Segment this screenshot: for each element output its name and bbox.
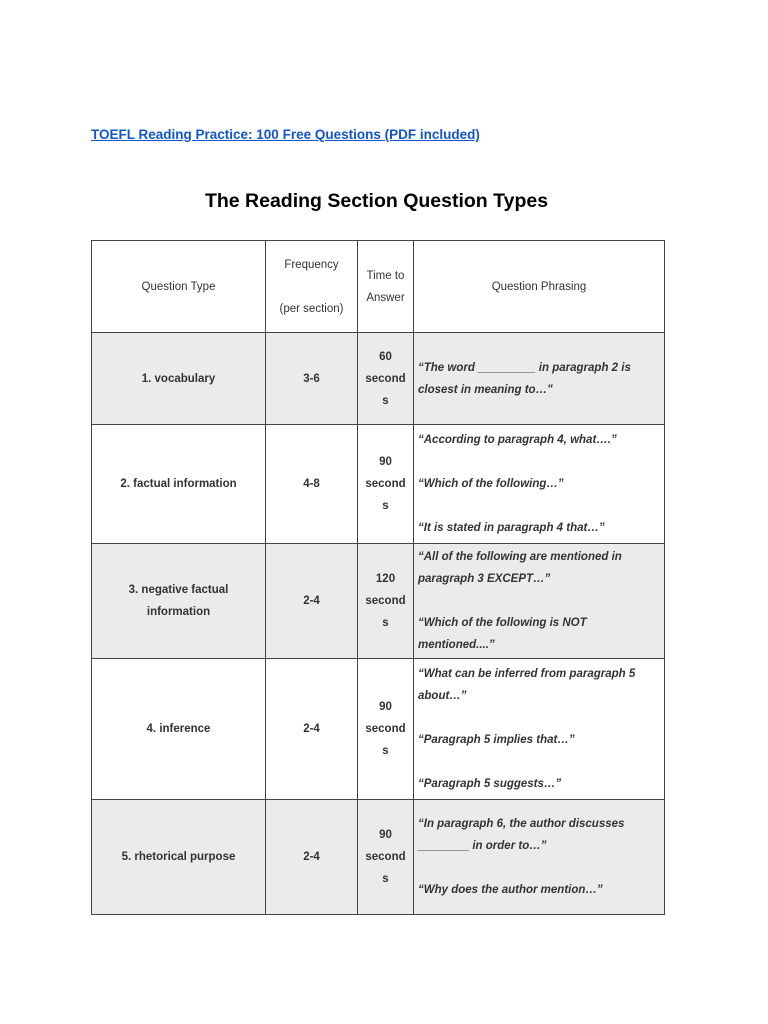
time-cell bbox=[358, 800, 414, 915]
phrasing-line: “In paragraph 6, the author discusses ________ in order to…” bbox=[418, 818, 625, 852]
time-unit-end: s bbox=[382, 617, 389, 629]
table-row bbox=[92, 544, 665, 659]
phrasing-cell bbox=[414, 659, 665, 800]
header-time-line2: Answer bbox=[366, 291, 405, 304]
phrasing-line: “Which of the following…” bbox=[418, 478, 564, 490]
phrasing-cell bbox=[414, 544, 665, 659]
time-cell bbox=[358, 544, 414, 659]
phrasing-line: “The word _________ in paragraph 2 is closest in meaning to…" bbox=[418, 361, 631, 396]
toefl-practice-link[interactable]: TOEFL Reading Practice: 100 Free Questions (PDF included) bbox=[91, 127, 480, 142]
question-types-table bbox=[91, 240, 665, 915]
frequency-cell: 4-8 bbox=[266, 425, 358, 544]
header-time-line1: Time to bbox=[366, 269, 405, 282]
header-frequency-spacer bbox=[270, 276, 353, 298]
time-unit: second bbox=[365, 723, 406, 735]
question-type-cell: 4. inference bbox=[92, 659, 266, 800]
phrasing-line: “Which of the following is NOT mentioned....” bbox=[418, 617, 587, 651]
time-unit: second bbox=[365, 851, 406, 863]
time-unit-end: s bbox=[382, 873, 389, 885]
question-type-cell: 1. vocabulary bbox=[92, 333, 266, 425]
header-time bbox=[358, 241, 414, 333]
phrasing-line: “What can be inferred from paragraph 5 about…” bbox=[418, 668, 636, 702]
header-frequency-sub: (per section) bbox=[279, 302, 344, 315]
header-frequency-label: Frequency bbox=[284, 258, 339, 271]
phrasing-line: “Paragraph 5 suggests…” bbox=[418, 778, 562, 790]
time-unit: second bbox=[365, 372, 406, 385]
page-title: The Reading Section Question Types bbox=[204, 190, 549, 212]
time-unit: second bbox=[365, 595, 406, 607]
phrasing-cell bbox=[414, 333, 665, 425]
time-number: 90 bbox=[379, 829, 392, 841]
time-unit: second bbox=[365, 478, 406, 490]
table-row bbox=[92, 333, 665, 425]
header-phrasing: Question Phrasing bbox=[414, 241, 665, 333]
frequency-cell: 2-4 bbox=[266, 544, 358, 659]
question-type-line: 3. negative factual bbox=[128, 584, 229, 596]
phrasing-cell bbox=[414, 800, 665, 915]
time-number: 90 bbox=[379, 456, 392, 468]
time-unit-end: s bbox=[382, 500, 389, 512]
time-cell bbox=[358, 659, 414, 800]
phrasing-cell bbox=[414, 425, 665, 544]
table-header-row bbox=[92, 241, 665, 333]
phrasing-line: “Why does the author mention…” bbox=[418, 884, 603, 896]
phrasing-line: “According to paragraph 4, what….” bbox=[418, 434, 617, 446]
time-cell bbox=[358, 425, 414, 544]
table-row bbox=[92, 800, 665, 915]
table-row bbox=[92, 659, 665, 800]
time-number: 90 bbox=[379, 701, 392, 713]
time-number: 120 bbox=[375, 573, 396, 585]
time-unit-end: s bbox=[382, 745, 389, 757]
question-type-cell: 5. rhetorical purpose bbox=[92, 800, 266, 915]
frequency-cell: 3-6 bbox=[266, 333, 358, 425]
question-type-cell: 2. factual information bbox=[92, 425, 266, 544]
frequency-cell: 2-4 bbox=[266, 800, 358, 915]
time-unit-end: s bbox=[382, 394, 389, 407]
question-type-line: information bbox=[146, 606, 211, 618]
time-number: 60 bbox=[379, 350, 392, 363]
question-type-cell bbox=[92, 544, 266, 659]
phrasing-line: “It is stated in paragraph 4 that…” bbox=[418, 522, 605, 534]
time-cell bbox=[358, 333, 414, 425]
phrasing-line: “All of the following are mentioned in paragraph 3 EXCEPT…” bbox=[418, 551, 622, 585]
header-question-type: Question Type bbox=[92, 241, 266, 333]
header-frequency bbox=[266, 241, 358, 333]
phrasing-line: “Paragraph 5 implies that…” bbox=[418, 734, 575, 746]
table-row bbox=[92, 425, 665, 544]
frequency-cell: 2-4 bbox=[266, 659, 358, 800]
